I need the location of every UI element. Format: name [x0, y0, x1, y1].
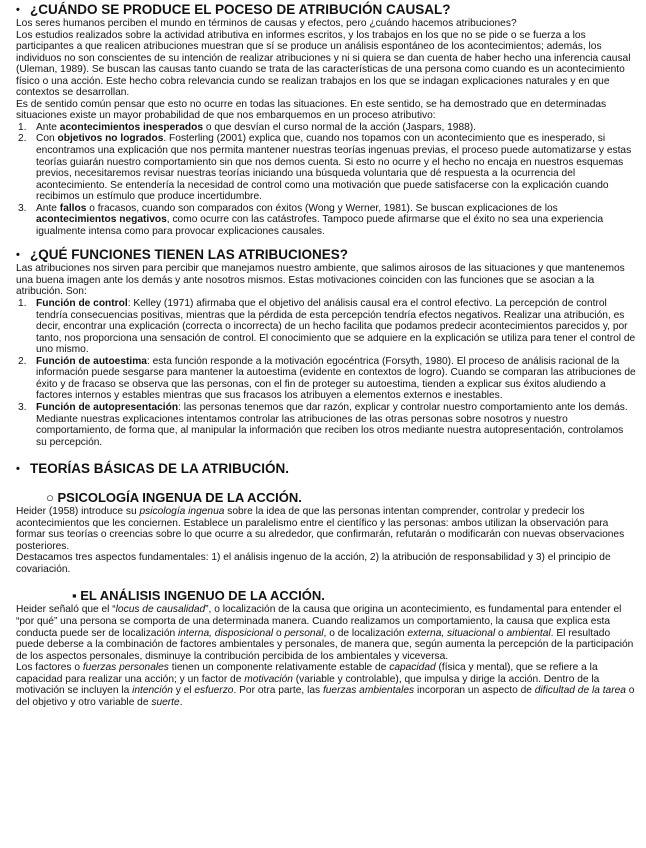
heading-text: ¿CUÁNDO SE PRODUCE EL POCESO DE ATRIBUCIÓN CAUSAL?: [30, 2, 451, 17]
square-bullet-icon: ▪: [72, 588, 77, 604]
heading-text: ¿QUÉ FUNCIONES TIENEN LAS ATRIBUCIONES?: [30, 247, 349, 263]
paragraph: Los estudios realizados sobre la actividad atributiva en informes escritos, y los trabajos en los que no se pide o se fuerza a los participantes a que realicen atribuciones muestran que sí se produce un análisis espontáneo de los acontecimientos; además, los individuos no son conscientes de su intención de realizar atribuciones y ni si quiera se dan cuenta de haber hecho una inferencia causal (Uleman, 1989). Se buscan las causas tanto cuando se trata de las características de una persona como cuando es un acontecimiento físico o una acción. Este hecho cobra relevancia cundo se realizan trabajos en los que se indagan explicaciones naturales y en que contextos se desarrollan.: [16, 29, 631, 99]
heading-text: PSICOLOGÍA INGENUA DE LA ACCIÓN.: [57, 490, 302, 506]
heading-when-attribution: [16, 2, 636, 18]
heading-text: TEORÍAS BÁSICAS DE LA ATRIBUCIÓN.: [30, 461, 290, 477]
paragraph: Heider señaló que el “locus de causalidad”, o localización de la causa que origina un acontecimiento, es fundamental para entender el “por qué” una persona se comporta de una determinada manera. Cuando realizamos un comportamiento, la causa que explica esta conducta puede ser de localización interna, disposicional o personal, o de localización externa, situacional o ambiental. El resultado puede deberse a la combinación de factores ambientales y personales, de manera que, según aumenta la percepción de la participación de los aspectos personales, disminuye la contribución percibida de los ambientales y viceversa.: [16, 604, 634, 662]
list-item: 3. Ante fallos o fracasos, cuando son comparados con éxitos (Wong y Werner, 1981). Se buscan explicaciones de los acontecimientos negativos, como ocurre con las catástrofes. Tampoco puede afirmarse que el éxito no sea una experiencia igualmente intensa como para provocar explicaciones causales.: [18, 202, 604, 237]
list-item: 3. Función de autopresentación: las personas tenemos que dar razón, explicar y controlar nuestro comportamiento ante los demás. Mediante nuestras explicaciones intentamos controlar las atribuciones de las otras personas sobre nosotros y nuestro comportamiento, de forma que, al manipular la información que reciben los otros mediante nuestra autopresentación, controlamos su percepción.: [18, 401, 628, 448]
bullet-icon: •: [16, 249, 20, 262]
heading-naive-analysis: [16, 588, 636, 604]
list-item: 1. Ante acontecimientos inesperados o que desvían el curso normal de la acción (Jaspars, 1988).: [18, 121, 476, 133]
paragraph: Los seres humanos perciben el mundo en términos de causas y efectos, pero ¿cuándo hacemos atribuciones?: [16, 18, 517, 29]
list-item: 1. Función de control: Kelley (1971) afirmaba que el objetivo del análisis causal era el control efectivo. La percepción de control tendría consecuencias positivas, mientras que la pérdida de esta percepción tendría efectos negativos. Realizar una atribución, es decir, encontrar una explicación (correcta o incorrecta) de un hecho facilita que podamos predecir acontecimientos parecidos y, por tanto, nos proporciona una sensación de control. El conocimiento que se adquiere en la explicación se utiliza para tener el control de uno mismo.: [18, 298, 636, 356]
paragraph: Los factores o fuerzas personales tienen un componente relativamente estable de capacidad (física y mental), que se refiere a la capacidad para realizar una acción; y un factor de motivación (variable y controlable), que impulsa y dirige la acción. Dentro de la motivación se incluyen la intención y el esfuerzo. Por otra parte, las fuerzas ambientales incorporan un aspecto de dificultad de la tarea o del objetivo y otro variable de suerte.: [16, 662, 635, 708]
paragraph: Es de sentido común pensar que esto no ocurre en todas las situaciones. En este sentido, se ha demostrado que en determinadas situaciones existe un mayor probabilidad de que nos embarquemos en un proceso atributivo:: [16, 98, 607, 122]
heading-naive-psychology: [16, 490, 636, 506]
numbered-list: [16, 298, 636, 448]
circle-bullet-icon: ○: [46, 490, 54, 506]
bullet-icon: •: [16, 463, 20, 476]
heading-functions: [16, 247, 636, 263]
heading-text: EL ANÁLISIS INGENUO DE LA ACCIÓN.: [80, 588, 325, 604]
bullet-icon: •: [16, 4, 20, 16]
heading-basic-theories: [16, 461, 636, 477]
paragraph: Destacamos tres aspectos fundamentales: 1) el análisis ingenuo de la acción, 2) la atribución de responsabilidad y 3) el principio de covariación.: [16, 552, 611, 575]
list-item: 2. Función de autoestima: esta función responde a la motivación egocéntrica (Forsyth, 1980). El proceso de análisis racional de la información puede sesgarse para mantener la autoestima (evidente en contextos de logro). Cuando se comparan las atribuciones de éxito y de fracaso se observa que las personas, con el fin de proteger su autoestima, tienden a explicar sus éxitos aludiendo a factores internos y estables mientras que sus fracasos los atribuyen a elementos externos e inestables.: [18, 355, 636, 402]
numbered-list: [16, 122, 636, 237]
list-item: 2. Con objetivos no logrados. Fosterling (2001) explica que, cuando nos topamos con un acontecimiento que es inesperado, si encontramos una explicación que nos permita mantener nuestras teorías ingenuas previas, el proceso puede automatizarse y estas teorías guiarán nuestro comportamiento sin que nos demos cuenta. Si esto no ocurre y el hecho no encaja en nuestros esquemas previos, necesitaremos revisar nuestras teorías iniciando una búsqueda voluntaria que dé respuesta a la ocurrencia del acontecimiento. Se entendería la necesidad de control como una motivación que puede satisfacerse con la explicación cuando recibimos un estímulo que produce incertidumbre.: [18, 133, 632, 203]
paragraph: Heider (1958) introduce su psicología ingenua sobre la idea de que las personas intentan comprender, controlar y predecir los acontecimientos que les conciernen. Establece un paralelismo entre el científico y las personas: ambos utilizan la observación para formar sus teorías o creencias sobre lo que ocurre a su alrededor, que confirmarán, refutarán o modificarán con nuevas observaciones posteriores.: [16, 506, 625, 552]
paragraph: Las atribuciones nos sirven para percibir que manejamos nuestro ambiente, que salimos airosos de las situaciones y que mantenemos una buena imagen ante los demás y ante nosotros mismos. Estas motivaciones coinciden con las funciones que se asocian a la atribución. Son:: [16, 263, 625, 298]
